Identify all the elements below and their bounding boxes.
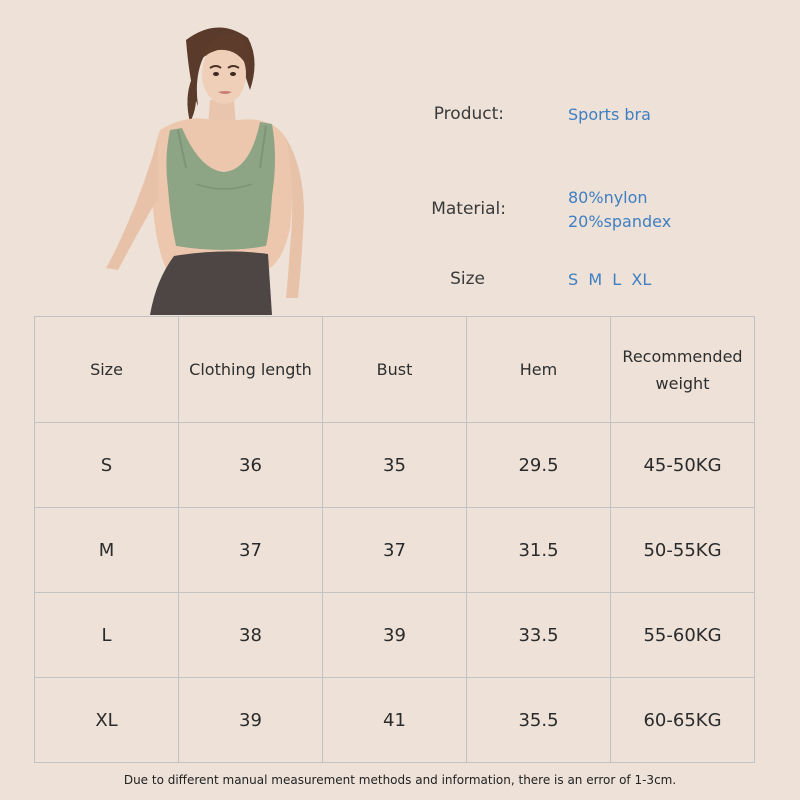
cell-recommended-weight: 45-50KG <box>611 423 755 508</box>
cell-clothing-length: 39 <box>179 678 323 763</box>
header-hem: Hem <box>467 317 611 423</box>
table-row <box>35 593 755 678</box>
product-value: Sports bra <box>568 105 651 124</box>
cell-bust: 35 <box>323 423 467 508</box>
table-header-row <box>35 317 755 423</box>
header-clothing-length: Clothing length <box>179 317 323 423</box>
table-row <box>35 423 755 508</box>
cell-size: L <box>35 593 179 678</box>
header-recommended-weight: Recommended weight <box>611 317 755 423</box>
header-bust: Bust <box>323 317 467 423</box>
cell-recommended-weight: 50-55KG <box>611 508 755 593</box>
header-size: Size <box>35 317 179 423</box>
cell-recommended-weight: 55-60KG <box>611 593 755 678</box>
cell-size: M <box>35 508 179 593</box>
cell-size: XL <box>35 678 179 763</box>
cell-hem: 35.5 <box>467 678 611 763</box>
cell-bust: 39 <box>323 593 467 678</box>
cell-hem: 33.5 <box>467 593 611 678</box>
table-row <box>35 678 755 763</box>
material-value-line2: 20%spandex <box>568 212 672 231</box>
cell-hem: 29.5 <box>467 423 611 508</box>
cell-clothing-length: 36 <box>179 423 323 508</box>
cell-bust: 41 <box>323 678 467 763</box>
product-label: Product: <box>433 104 504 124</box>
size-chart-table <box>34 316 755 763</box>
size-value: S M L XL <box>568 270 652 289</box>
cell-clothing-length: 37 <box>179 508 323 593</box>
measurement-footnote: Due to different manual measurement methods and information, there is an error of 1-3cm. <box>123 773 677 787</box>
cell-bust: 37 <box>323 508 467 593</box>
cell-clothing-length: 38 <box>179 593 323 678</box>
size-label: Size <box>450 269 485 289</box>
model-photo <box>100 18 310 315</box>
cell-recommended-weight: 60-65KG <box>611 678 755 763</box>
material-value-line1: 80%nylon <box>568 188 648 207</box>
material-label: Material: <box>431 199 506 219</box>
table-row <box>35 508 755 593</box>
cell-size: S <box>35 423 179 508</box>
cell-hem: 31.5 <box>467 508 611 593</box>
